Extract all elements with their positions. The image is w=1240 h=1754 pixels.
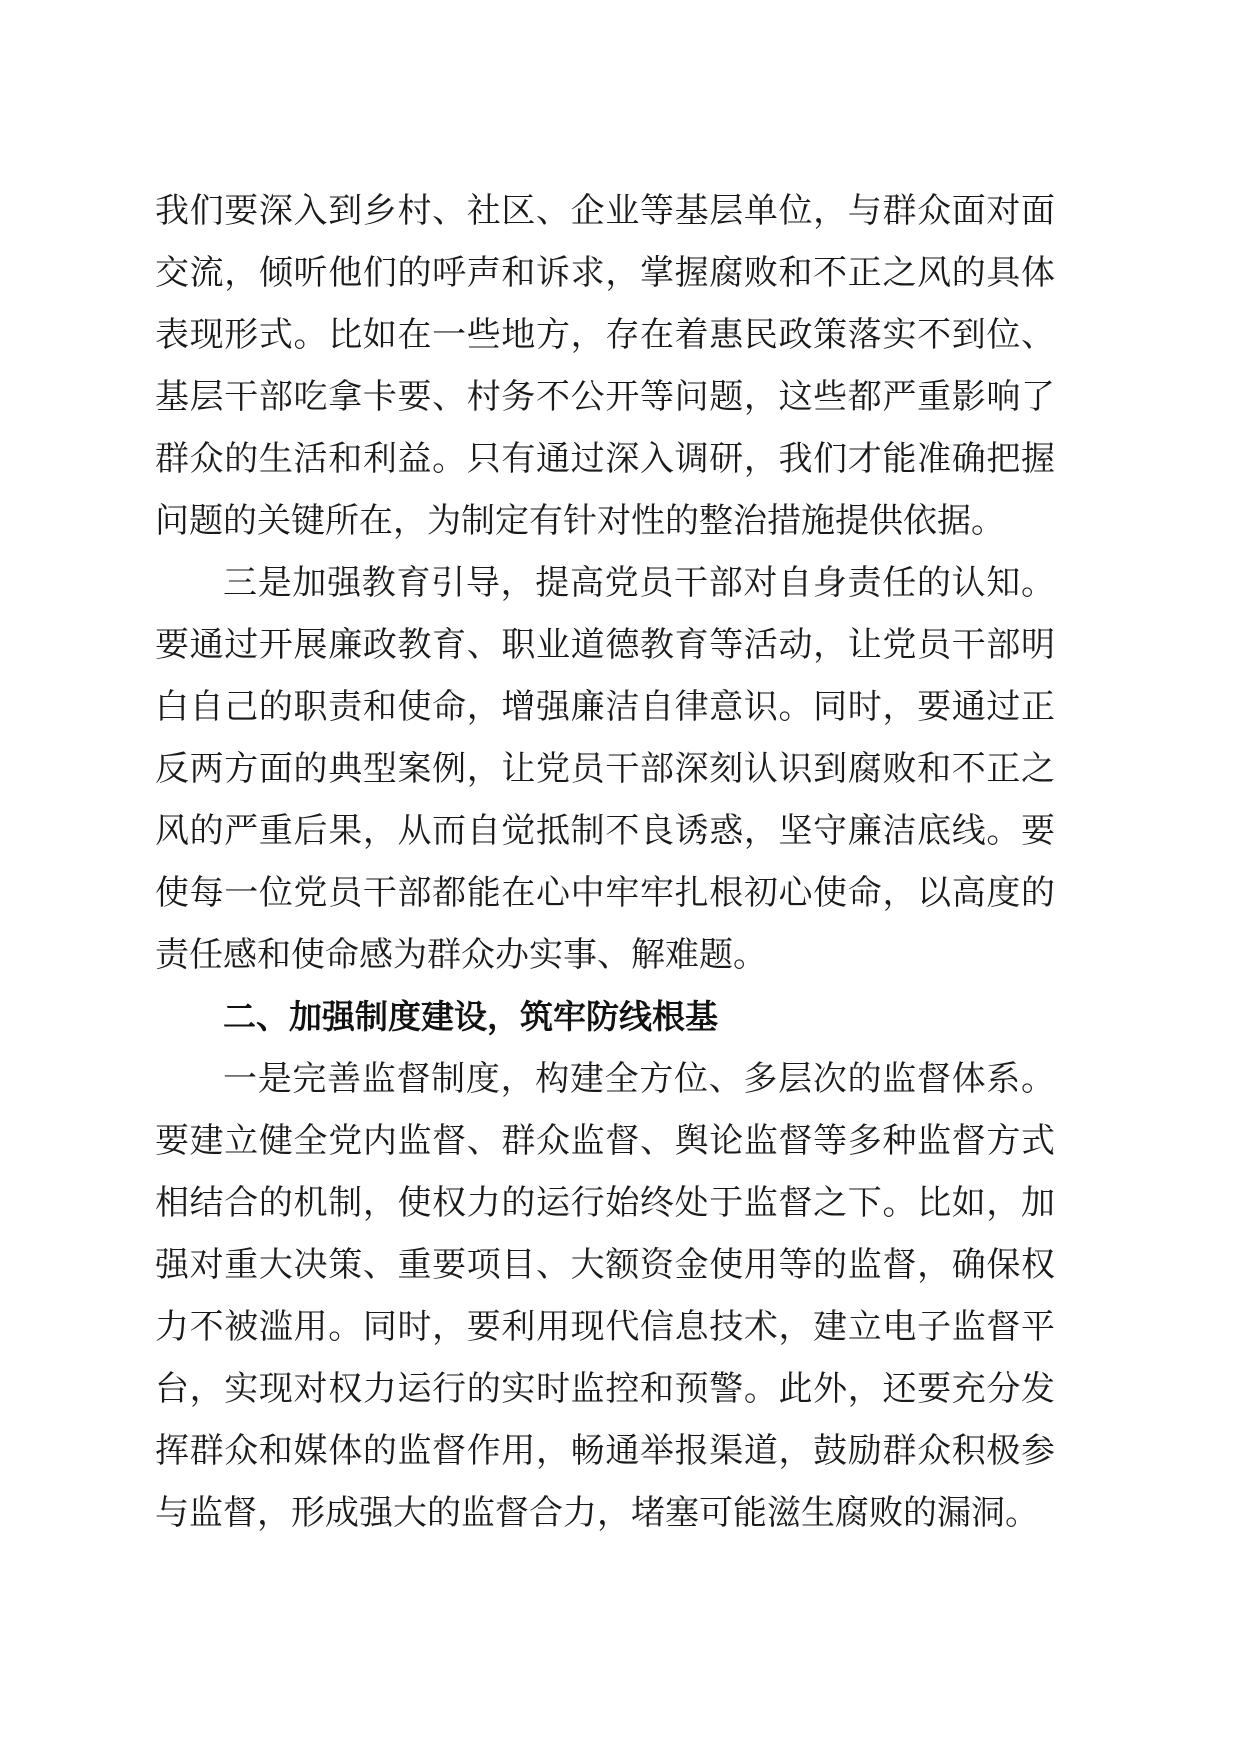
section-heading: 二、加强制度建设，筑牢防线根基 (223, 997, 718, 1036)
paragraph-supervision-system: 一是完善监督制度，构建全方位、多层次的监督体系。要建立健全党内监督、群众监督、舆论监督等多种监督方式相结合的机制，使权力的运行始终处于监督之下。比如，加强对重大决策、重要项目、大额资金使用等的监督，确保权力不被滥用。同时，要利用现代信息技术，建立电子监督平台，实现对权力运行的实时监控和预警。此外，还要充分发挥群众和媒体的监督作用，畅通举报渠道，鼓励群众积极参与监督，形成强大的监督合力，堵塞可能滋生腐败的漏洞。 (155, 1059, 1055, 1533)
paragraph-education-guidance: 三是加强教育引导，提高党员干部对自身责任的认知。要通过开展廉政教育、职业道德教育等活动，让党员干部明白自己的职责和使命，增强廉洁自律意识。同时，要通过正反两方面的典型案例，让党员干部深刻认识到腐败和不正之风的严重后果，从而自觉抵制不良诱惑，坚守廉洁底线。要使每一位党员干部都能在心中牢牢扎根初心使命，以高度的责任感和使命感为群众办实事、解难题。 (155, 563, 1055, 975)
document-body (155, 180, 1055, 1544)
paragraph-continuation: 我们要深入到乡村、社区、企业等基层单位，与群众面对面交流，倾听他们的呼声和诉求，掌握腐败和不正之风的具体表现形式。比如在一些地方，存在着惠民政策落实不到位、基层干部吃拿卡要、村务不公开等问题，这些都严重影响了群众的生活和利益。只有通过深入调研，我们才能准确把握问题的关键所在，为制定有针对性的整治措施提供依据。 (155, 191, 1055, 541)
